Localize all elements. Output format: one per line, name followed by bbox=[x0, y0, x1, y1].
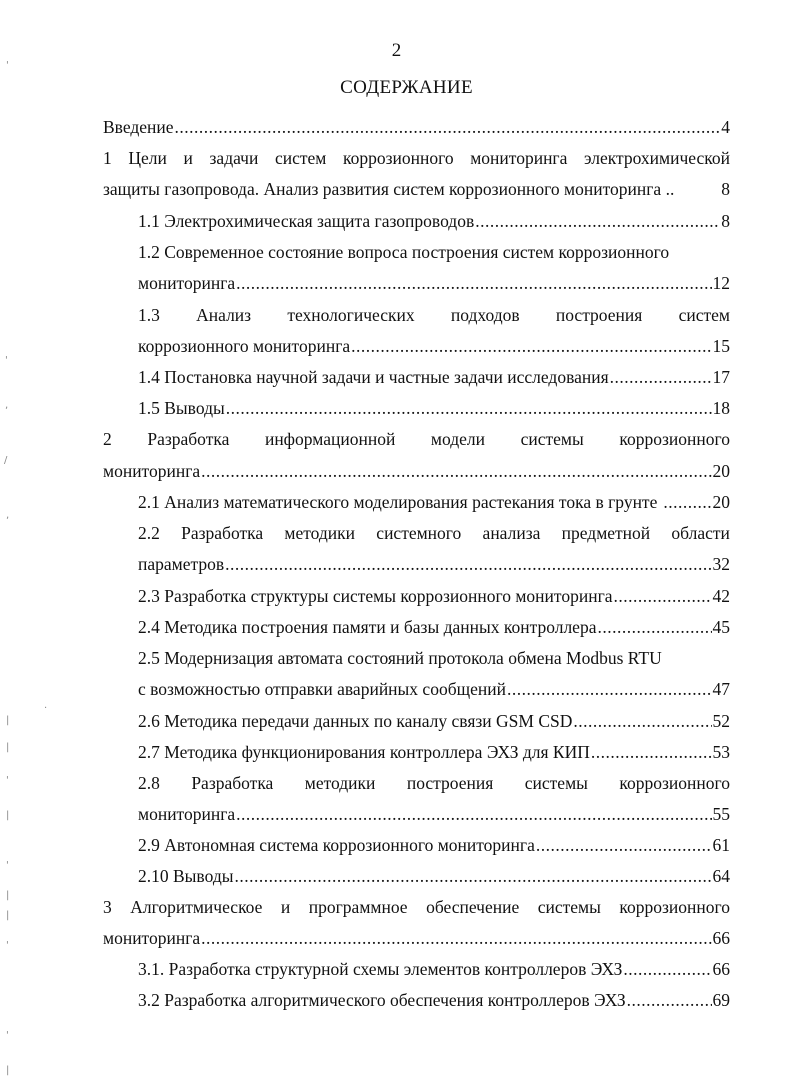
leader-dots bbox=[591, 742, 712, 763]
toc-page-number: 32 bbox=[712, 554, 730, 574]
toc-entry-2-2-line1[interactable] bbox=[138, 523, 730, 544]
leader-dots bbox=[610, 367, 712, 388]
word: и bbox=[183, 148, 193, 168]
leader-dots bbox=[236, 273, 711, 294]
toc-entry-text: 2.4 Методика построения памяти и базы данных контроллера bbox=[138, 617, 597, 637]
toc-entry-1-4[interactable] bbox=[138, 367, 730, 388]
leader-dots bbox=[201, 928, 711, 949]
leader-dots bbox=[175, 117, 721, 138]
word: Разработка bbox=[147, 429, 230, 449]
toc-page-number: 55 bbox=[712, 804, 730, 824]
word: методики bbox=[304, 773, 376, 793]
word: системы bbox=[524, 773, 588, 793]
toc-entry-text: 1.1 Электрохимическая защита газопроводов bbox=[138, 211, 475, 231]
toc-page-number: 42 bbox=[712, 586, 730, 606]
toc-entry-1-2-line2[interactable] bbox=[138, 273, 730, 294]
toc-entry-text: мониторинга bbox=[103, 928, 201, 948]
toc-entry-3-1[interactable] bbox=[138, 959, 730, 980]
leader-dots bbox=[627, 990, 712, 1011]
toc-entry-1-2-line1[interactable]: 1.2 Современное состояние вопроса построения систем коррозионного bbox=[138, 242, 670, 262]
toc-page-number: 69 bbox=[712, 990, 730, 1010]
word: Разработка bbox=[191, 773, 274, 793]
leader-dots bbox=[507, 679, 712, 700]
toc-entry-2-5-line1[interactable]: 2.5 Модернизация автомата состояний протокола обмена Modbus RTU bbox=[138, 648, 662, 668]
leader-dots bbox=[351, 336, 711, 357]
word: построения bbox=[406, 773, 494, 793]
leader-dots bbox=[225, 554, 711, 575]
word: предметной bbox=[561, 523, 651, 543]
toc-entry-1-3-line1[interactable] bbox=[138, 305, 730, 326]
toc-entry-1-3-line2[interactable] bbox=[138, 336, 730, 357]
toc-entry-ch1-line2[interactable] bbox=[103, 179, 730, 200]
toc-entry-text: мониторинга bbox=[138, 804, 236, 824]
word: системы bbox=[537, 897, 601, 917]
toc-entry-text: мониторинга bbox=[103, 461, 201, 481]
toc-entry-2-3[interactable] bbox=[138, 586, 730, 607]
word: технологических bbox=[287, 305, 415, 325]
word: анализа bbox=[482, 523, 541, 543]
word: систем bbox=[678, 305, 730, 325]
word: мониторинга bbox=[470, 148, 568, 168]
leader-dots bbox=[475, 211, 720, 232]
word: системы bbox=[520, 429, 584, 449]
toc-entry-ch3-line1[interactable] bbox=[103, 897, 730, 918]
toc-entry-text: мониторинга bbox=[138, 273, 236, 293]
toc-entry-text: 1.5 Выводы bbox=[138, 398, 225, 418]
toc-entry-1-1[interactable] bbox=[138, 211, 730, 232]
toc-page-number: 61 bbox=[712, 835, 730, 855]
word: коррозионного bbox=[342, 148, 454, 168]
leader-dots bbox=[623, 959, 711, 980]
word: коррозионного bbox=[619, 429, 730, 449]
toc-page-number: 53 bbox=[712, 742, 730, 762]
toc-page-number: 17 bbox=[712, 367, 730, 387]
toc-page-number: 18 bbox=[712, 398, 730, 418]
leader-dots bbox=[226, 398, 712, 419]
word: 3 bbox=[103, 897, 112, 917]
word: информационной bbox=[264, 429, 396, 449]
toc-entry-text: параметров bbox=[138, 554, 225, 574]
word: 2.2 bbox=[138, 523, 160, 543]
toc-entry-2-7[interactable] bbox=[138, 742, 730, 763]
toc-entry-text: с возможностью отправки аварийных сообщений bbox=[138, 679, 506, 699]
toc-page-number: 20 bbox=[712, 492, 730, 512]
word: области bbox=[671, 523, 730, 543]
word: 1 bbox=[103, 148, 112, 168]
toc-entry-text: 3.1. Разработка структурной схемы элементов контроллеров ЭХЗ bbox=[138, 959, 623, 979]
word: коррозионного bbox=[619, 773, 730, 793]
word: построения bbox=[555, 305, 643, 325]
leader-dots bbox=[573, 711, 711, 732]
toc-title: СОДЕРЖАНИЕ bbox=[340, 77, 473, 98]
toc-entry-2-4[interactable] bbox=[138, 617, 730, 638]
toc-page-number: 66 bbox=[712, 959, 730, 979]
toc-entry-ch2-line1[interactable] bbox=[103, 429, 730, 450]
toc-page-number: 8 bbox=[721, 211, 730, 231]
word: задачи bbox=[209, 148, 259, 168]
word: модели bbox=[430, 429, 485, 449]
toc-entry-ch2-line2[interactable] bbox=[103, 461, 730, 482]
toc-entry-2-1[interactable] bbox=[138, 492, 730, 513]
word: Цели bbox=[128, 148, 167, 168]
toc-entry-intro[interactable] bbox=[103, 117, 730, 138]
toc-page-number: 8 bbox=[721, 179, 730, 199]
toc-entry-text: коррозионного мониторинга bbox=[138, 336, 351, 356]
word: Разработка bbox=[181, 523, 264, 543]
toc-entry-2-6[interactable] bbox=[138, 711, 730, 732]
toc-entry-3-2[interactable] bbox=[138, 990, 730, 1011]
toc-entry-2-2-line2[interactable] bbox=[138, 554, 730, 575]
toc-entry-text: 2.3 Разработка структуры системы коррозионного мониторинга bbox=[138, 586, 613, 606]
page-number: 2 bbox=[391, 40, 402, 61]
toc-page-number: 20 bbox=[712, 461, 730, 481]
toc-entry-2-9[interactable] bbox=[138, 835, 730, 856]
leader-dots bbox=[614, 586, 712, 607]
toc-entry-text: 2.10 Выводы bbox=[138, 866, 234, 886]
word: и bbox=[280, 897, 291, 917]
toc-page-number: 66 bbox=[712, 928, 730, 948]
toc-page-number: 15 bbox=[712, 336, 730, 356]
toc-entry-ch3-line2[interactable] bbox=[103, 928, 730, 949]
toc-entry-2-8-line1[interactable] bbox=[138, 773, 730, 794]
leader-dots bbox=[201, 461, 711, 482]
toc-entry-text: 2.7 Методика функционирования контроллера ЭХЗ для КИП bbox=[138, 742, 590, 762]
word: Анализ bbox=[196, 305, 252, 325]
word: программное bbox=[308, 897, 408, 917]
toc-entry-2-5-line2[interactable] bbox=[138, 679, 730, 700]
toc-page-number: 4 bbox=[721, 117, 730, 137]
toc-page-number: 47 bbox=[712, 679, 730, 699]
word: методики bbox=[284, 523, 356, 543]
toc-entry-text: 1.4 Постановка научной задачи и частные задачи исследования bbox=[138, 367, 609, 387]
word: 2 bbox=[103, 429, 112, 449]
word: 1.3 bbox=[138, 305, 160, 325]
word: электрохимической bbox=[584, 148, 730, 168]
word: систем bbox=[274, 148, 327, 168]
leader-dots bbox=[536, 835, 712, 856]
leader-dots bbox=[597, 617, 711, 638]
toc-page-number: 12 bbox=[712, 273, 730, 293]
toc-entry-text: 2.1 Анализ математического моделирования растекания тока в грунте bbox=[138, 492, 658, 512]
toc-entry-1-5[interactable] bbox=[138, 398, 730, 419]
word: коррозионного bbox=[619, 897, 730, 917]
toc-entry-text: защиты газопровода. Анализ развития систем коррозионного мониторинга .. bbox=[103, 179, 675, 199]
toc-entry-text: 3.2 Разработка алгоритмического обеспечения контроллеров ЭХЗ bbox=[138, 990, 626, 1010]
word: системного bbox=[376, 523, 462, 543]
toc-entry-ch1-line1[interactable] bbox=[103, 148, 730, 169]
toc-page-number: 52 bbox=[712, 711, 730, 731]
word: 2.8 bbox=[138, 773, 160, 793]
word: обеспечение bbox=[426, 897, 520, 917]
toc-entry-text: Введение bbox=[103, 117, 174, 137]
word: подходов bbox=[450, 305, 520, 325]
toc-page-number: 45 bbox=[712, 617, 730, 637]
toc-entry-text: 2.6 Методика передачи данных по каналу связи GSM CSD bbox=[138, 711, 573, 731]
leader-dots bbox=[236, 804, 711, 825]
leader-dots bbox=[663, 492, 711, 513]
word: Алгоритмическое bbox=[130, 897, 263, 917]
toc-page-number: 64 bbox=[712, 866, 730, 886]
toc-entry-2-8-line2[interactable] bbox=[138, 804, 730, 825]
toc-entry-2-10[interactable] bbox=[138, 866, 730, 887]
toc-entry-text: 2.9 Автономная система коррозионного мониторинга bbox=[138, 835, 535, 855]
leader-dots bbox=[234, 866, 711, 887]
